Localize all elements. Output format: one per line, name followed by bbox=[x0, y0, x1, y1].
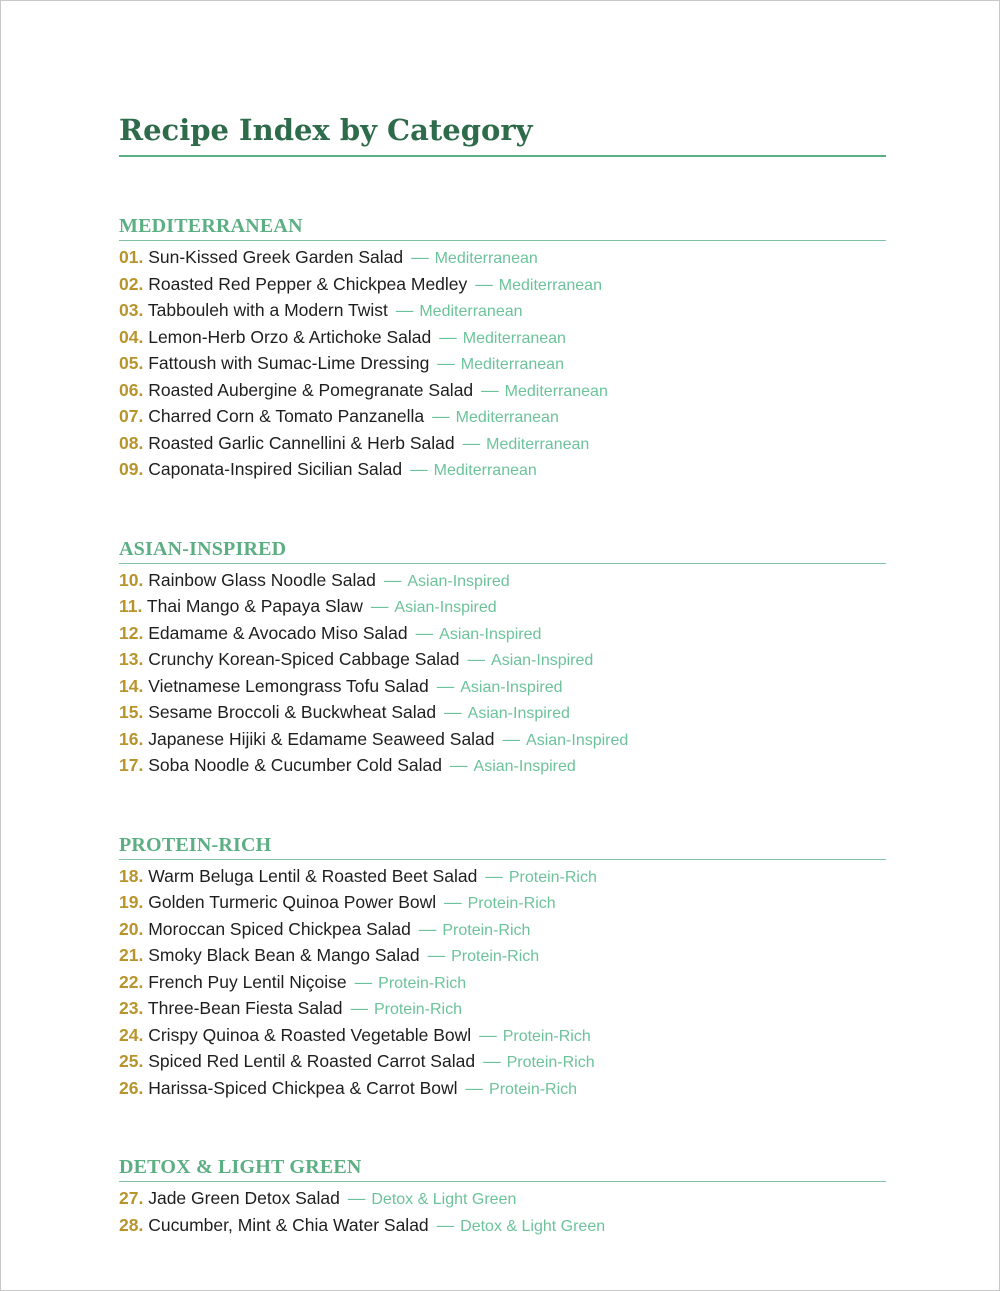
recipe-number-dot: . bbox=[138, 945, 144, 965]
recipe-item bbox=[119, 351, 886, 378]
recipe-category: Asian-Inspired bbox=[491, 652, 594, 669]
recipe-item bbox=[119, 621, 886, 648]
recipe-category: Mediterranean bbox=[434, 250, 538, 267]
recipe-number: 22 bbox=[119, 971, 139, 992]
recipe-number-dot: . bbox=[138, 1188, 144, 1208]
recipe-category: Mediterranean bbox=[460, 356, 564, 373]
recipe-separator: — bbox=[450, 755, 468, 775]
recipe-number: 25 bbox=[119, 1051, 139, 1071]
recipe-number: 11 bbox=[119, 596, 138, 616]
recipe-item bbox=[119, 431, 886, 458]
recipe-number-dot: . bbox=[138, 971, 144, 992]
recipe-category: Protein-Rich bbox=[489, 1080, 578, 1098]
recipe-number-dot: . bbox=[138, 622, 144, 643]
recipe-number-dot: . bbox=[138, 300, 144, 320]
recipe-category: Mediterranean bbox=[462, 329, 566, 347]
section-heading: MEDITERRANEAN bbox=[119, 213, 886, 241]
recipe-item bbox=[119, 1049, 886, 1076]
recipe-item bbox=[119, 378, 886, 405]
recipe-item bbox=[119, 943, 886, 970]
recipe-number-dot: . bbox=[138, 1024, 144, 1045]
recipe-number: 07 bbox=[119, 406, 139, 426]
recipe-separator: — bbox=[432, 406, 450, 426]
recipe-name: Roasted Garlic Cannellini & Herb Salad bbox=[148, 432, 455, 453]
recipe-separator: — bbox=[383, 569, 402, 590]
recipe-number: 10 bbox=[119, 569, 139, 590]
recipe-category: Asian-Inspired bbox=[526, 731, 629, 749]
recipe-separator: — bbox=[439, 326, 457, 347]
recipe-name: Smoky Black Bean & Mango Salad bbox=[148, 945, 420, 965]
recipe-item bbox=[119, 404, 886, 431]
recipe-item bbox=[119, 1076, 886, 1103]
recipe-category: Asian-Inspired bbox=[460, 678, 563, 696]
recipe-name: Rainbow Glass Noodle Salad bbox=[148, 569, 376, 590]
recipe-item bbox=[119, 674, 886, 701]
recipe-number-dot: . bbox=[138, 406, 144, 426]
recipe-number-dot: . bbox=[138, 379, 144, 400]
recipe-item bbox=[119, 1213, 886, 1240]
recipe-name: Cucumber, Mint & Chia Water Salad bbox=[148, 1214, 429, 1235]
category-section-2 bbox=[119, 832, 886, 1103]
recipe-category: Asian-Inspired bbox=[394, 599, 497, 616]
recipe-number: 12 bbox=[119, 622, 139, 643]
recipe-list bbox=[119, 245, 886, 484]
recipe-separator: — bbox=[410, 459, 428, 479]
recipe-name: Tabbouleh with a Modern Twist bbox=[147, 300, 388, 320]
recipe-separator: — bbox=[436, 1214, 455, 1235]
recipe-number: 28 bbox=[119, 1214, 139, 1235]
recipe-name: Edamame & Avocado Miso Salad bbox=[148, 622, 408, 643]
sections-container bbox=[119, 213, 886, 1239]
recipe-category: Detox & Light Green bbox=[371, 1191, 517, 1208]
recipe-number: 03 bbox=[119, 300, 139, 320]
section-heading: ASIAN-INSPIRED bbox=[119, 536, 886, 564]
recipe-name: Vietnamese Lemongrass Tofu Salad bbox=[148, 675, 429, 696]
recipe-number-dot: . bbox=[138, 326, 144, 347]
recipe-number: 04 bbox=[119, 326, 139, 347]
recipe-name: Roasted Red Pepper & Chickpea Medley bbox=[148, 273, 468, 294]
recipe-number: 27 bbox=[119, 1188, 139, 1208]
recipe-category: Protein-Rich bbox=[451, 948, 540, 965]
recipe-name: Caponata-Inspired Sicilian Salad bbox=[148, 459, 403, 479]
recipe-number-dot: . bbox=[138, 755, 144, 775]
recipe-number: 01 bbox=[119, 247, 139, 267]
category-section-0 bbox=[119, 213, 886, 484]
recipe-number-dot: . bbox=[138, 459, 144, 479]
recipe-name: Crispy Quinoa & Roasted Vegetable Bowl bbox=[148, 1024, 472, 1045]
recipe-number-dot: . bbox=[138, 649, 144, 669]
recipe-separator: — bbox=[481, 379, 499, 400]
recipe-number-dot: . bbox=[138, 892, 144, 912]
recipe-number: 17 bbox=[119, 755, 139, 775]
recipe-number-dot: . bbox=[138, 569, 144, 590]
recipe-category: Mediterranean bbox=[455, 409, 559, 426]
recipe-category: Asian-Inspired bbox=[467, 705, 570, 722]
category-section-3 bbox=[119, 1154, 886, 1239]
recipe-number: 09 bbox=[119, 459, 139, 479]
recipe-separator: — bbox=[395, 300, 414, 320]
recipe-number: 05 bbox=[119, 353, 139, 373]
recipe-separator: — bbox=[444, 702, 462, 722]
recipe-number: 20 bbox=[119, 918, 139, 939]
recipe-number-dot: . bbox=[137, 596, 143, 616]
recipe-name: Crunchy Korean-Spiced Cabbage Salad bbox=[148, 649, 460, 669]
recipe-item bbox=[119, 1186, 886, 1213]
recipe-separator: — bbox=[485, 865, 503, 886]
recipe-number-dot: . bbox=[138, 1051, 144, 1071]
recipe-number: 24 bbox=[119, 1024, 139, 1045]
page-content bbox=[119, 109, 886, 1239]
recipe-item bbox=[119, 1023, 886, 1050]
recipe-separator: — bbox=[502, 728, 521, 749]
recipe-category: Mediterranean bbox=[498, 276, 602, 294]
recipe-number: 14 bbox=[119, 675, 139, 696]
recipe-category: Mediterranean bbox=[504, 382, 608, 400]
recipe-category: Protein-Rich bbox=[442, 921, 531, 939]
recipe-number: 02 bbox=[119, 273, 139, 294]
recipe-number-dot: . bbox=[138, 273, 144, 294]
recipe-list bbox=[119, 1186, 886, 1239]
recipe-name: Charred Corn & Tomato Panzanella bbox=[148, 406, 425, 426]
recipe-name: French Puy Lentil Niçoise bbox=[148, 971, 347, 992]
recipe-separator: — bbox=[347, 1188, 366, 1208]
recipe-name: Soba Noodle & Cucumber Cold Salad bbox=[148, 755, 443, 775]
recipe-separator: — bbox=[467, 649, 486, 669]
recipe-separator: — bbox=[354, 971, 373, 992]
recipe-separator: — bbox=[411, 247, 429, 267]
recipe-separator: — bbox=[418, 918, 437, 939]
recipe-item bbox=[119, 917, 886, 944]
recipe-item bbox=[119, 272, 886, 299]
recipe-name: Jade Green Detox Salad bbox=[148, 1188, 340, 1208]
recipe-separator: — bbox=[444, 892, 462, 912]
recipe-item bbox=[119, 325, 886, 352]
recipe-category: Detox & Light Green bbox=[460, 1217, 606, 1235]
page-title: Recipe Index by Category bbox=[119, 109, 886, 157]
recipe-category: Protein-Rich bbox=[502, 1027, 591, 1045]
recipe-item bbox=[119, 298, 886, 325]
recipe-name: Fattoush with Sumac-Lime Dressing bbox=[148, 353, 430, 373]
recipe-item bbox=[119, 727, 886, 754]
recipe-name: Harissa-Spiced Chickpea & Carrot Bowl bbox=[148, 1077, 458, 1098]
recipe-name: Thai Mango & Papaya Slaw bbox=[146, 596, 363, 616]
recipe-number-dot: . bbox=[138, 865, 144, 886]
recipe-number-dot: . bbox=[138, 1077, 144, 1098]
recipe-name: Roasted Aubergine & Pomegranate Salad bbox=[148, 379, 474, 400]
recipe-item bbox=[119, 245, 886, 272]
recipe-separator: — bbox=[462, 432, 481, 453]
recipe-separator: — bbox=[370, 596, 389, 616]
recipe-category: Protein-Rich bbox=[373, 1001, 462, 1018]
recipe-list bbox=[119, 864, 886, 1103]
recipe-name: Warm Beluga Lentil & Roasted Beet Salad bbox=[148, 865, 478, 886]
recipe-item bbox=[119, 457, 886, 484]
recipe-name: Sun-Kissed Greek Garden Salad bbox=[148, 247, 404, 267]
recipe-category: Protein-Rich bbox=[508, 868, 597, 886]
recipe-item bbox=[119, 753, 886, 780]
recipe-name: Moroccan Spiced Chickpea Salad bbox=[148, 918, 411, 939]
recipe-item bbox=[119, 996, 886, 1023]
recipe-separator: — bbox=[350, 998, 368, 1018]
recipe-category: Protein-Rich bbox=[506, 1054, 595, 1071]
section-heading: DETOX & LIGHT GREEN bbox=[119, 1154, 886, 1182]
recipe-separator: — bbox=[437, 353, 455, 373]
recipe-name: Golden Turmeric Quinoa Power Bowl bbox=[148, 892, 437, 912]
recipe-number-dot: . bbox=[138, 353, 144, 373]
recipe-number-dot: . bbox=[138, 1214, 144, 1235]
recipe-separator: — bbox=[465, 1077, 484, 1098]
recipe-category: Asian-Inspired bbox=[473, 758, 576, 775]
recipe-name: Lemon-Herb Orzo & Artichoke Salad bbox=[148, 326, 432, 347]
recipe-number: 21 bbox=[119, 945, 139, 965]
recipe-category: Mediterranean bbox=[433, 462, 537, 479]
recipe-category: Mediterranean bbox=[486, 435, 590, 453]
recipe-item bbox=[119, 700, 886, 727]
recipe-item bbox=[119, 568, 886, 595]
recipe-number: 16 bbox=[119, 728, 139, 749]
recipe-separator: — bbox=[483, 1051, 501, 1071]
recipe-number-dot: . bbox=[138, 918, 144, 939]
recipe-category: Asian-Inspired bbox=[407, 572, 510, 590]
recipe-item bbox=[119, 594, 886, 621]
recipe-separator: — bbox=[427, 945, 446, 965]
recipe-number: 13 bbox=[119, 649, 139, 669]
recipe-item bbox=[119, 890, 886, 917]
recipe-item bbox=[119, 864, 886, 891]
recipe-number: 15 bbox=[119, 702, 139, 722]
recipe-separator: — bbox=[415, 622, 434, 643]
recipe-name: Spiced Red Lentil & Roasted Carrot Salad bbox=[148, 1051, 476, 1071]
recipe-name: Sesame Broccoli & Buckwheat Salad bbox=[148, 702, 437, 722]
recipe-number: 06 bbox=[119, 379, 139, 400]
recipe-category: Protein-Rich bbox=[467, 895, 556, 912]
recipe-name: Japanese Hijiki & Edamame Seaweed Salad bbox=[148, 728, 495, 749]
recipe-name: Three-Bean Fiesta Salad bbox=[147, 998, 343, 1018]
recipe-separator: — bbox=[479, 1024, 497, 1045]
recipe-list bbox=[119, 568, 886, 780]
recipe-item bbox=[119, 647, 886, 674]
recipe-number-dot: . bbox=[138, 728, 144, 749]
recipe-number-dot: . bbox=[138, 998, 144, 1018]
recipe-number: 26 bbox=[119, 1077, 139, 1098]
section-heading: PROTEIN-RICH bbox=[119, 832, 886, 860]
recipe-number-dot: . bbox=[138, 247, 144, 267]
recipe-number-dot: . bbox=[138, 675, 144, 696]
recipe-category: Mediterranean bbox=[419, 303, 523, 320]
recipe-separator: — bbox=[475, 273, 493, 294]
recipe-item bbox=[119, 970, 886, 997]
category-section-1 bbox=[119, 536, 886, 780]
recipe-category: Protein-Rich bbox=[378, 974, 467, 992]
recipe-number: 18 bbox=[119, 865, 139, 886]
recipe-category: Asian-Inspired bbox=[439, 625, 542, 643]
recipe-number: 19 bbox=[119, 892, 139, 912]
recipe-number-dot: . bbox=[138, 702, 144, 722]
recipe-number-dot: . bbox=[138, 432, 144, 453]
recipe-number: 08 bbox=[119, 432, 139, 453]
recipe-separator: — bbox=[436, 675, 455, 696]
recipe-number: 23 bbox=[119, 998, 139, 1018]
